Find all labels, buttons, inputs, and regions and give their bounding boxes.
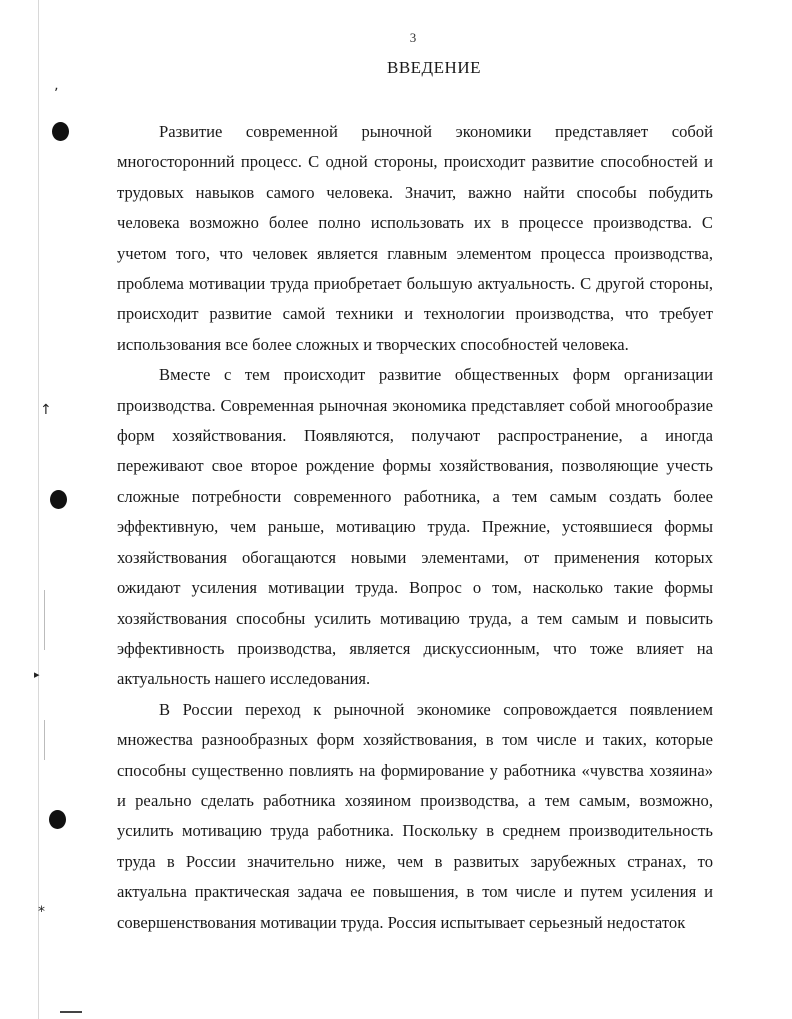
punch-hole-3 [49, 810, 66, 829]
body-text [117, 117, 713, 938]
scan-mark-top: ʼ [54, 86, 59, 102]
scan-bottom-dash [60, 1011, 82, 1013]
scan-mark-bottom: * [38, 904, 45, 920]
paragraph-1: Развитие современной рыночной экономики представляет собой многосторонний процесс. С одной стороны, происходит развитие способностей и трудовых навыков самого человека. Значит, важно найти способы побудить человека возможно более полно использовать их в процессе производства. С учетом того, что человек является главным элементом процесса производства, проблема мотивации труда приобретает большую актуальность. С другой стороны, происходит развитие самой техники и технологии производства, что требует использования все более сложных и творческих способностей человека. [117, 122, 713, 354]
punch-hole-1 [52, 122, 69, 141]
paragraph-2: Вместе с тем происходит развитие общественных форм организации производства. Современная рыночная экономика представляет собой многообразие форм хозяйствования. Появляются, получают распространение, а иногда переживают свое второе рождение формы хозяйствования, позволяющие учесть сложные потребности современного работника, а тем самым создать более эффективную, чем раньше, мотивацию труда. Прежние, устоявшиеся формы хозяйствования обогащаются новыми элементами, от применения которых ожидают усиления мотивации труда. Вопрос о том, насколько такие формы хозяйствования способны усилить мотивацию труда, а тем самым и повысить эффективность производства, является дискуссионным, что тоже влияет на актуальность нашего исследования. [117, 365, 713, 689]
scan-edge-line [38, 0, 39, 1019]
page-number: 3 [409, 30, 417, 45]
scan-tick-2 [44, 720, 45, 760]
scan-mark-low: ▸ [34, 668, 40, 681]
scan-mark-mid: ↑ [40, 402, 52, 418]
paragraph-3: В России переход к рыночной экономике сопровождается появлением множества разнообразных форм хозяйствования, в том числе и таких, которые способны существенно повлиять на формирование у работника «чувства хозяина» и реально сделать работника хозяином производства, а тем самым, возможно, усилить мотивацию труда работника. Поскольку в среднем производительность труда в России значительно ниже, чем в развитых зарубежных странах, то актуальна практическая задача ее повышения, в том числе и путем усиления и совершенствования мотивации труда. Россия испытывает серьезный недостаток [117, 699, 713, 932]
scan-tick-1 [44, 590, 45, 650]
punch-hole-2 [50, 490, 67, 509]
section-heading: ВВЕДЕНИЕ [387, 58, 481, 77]
